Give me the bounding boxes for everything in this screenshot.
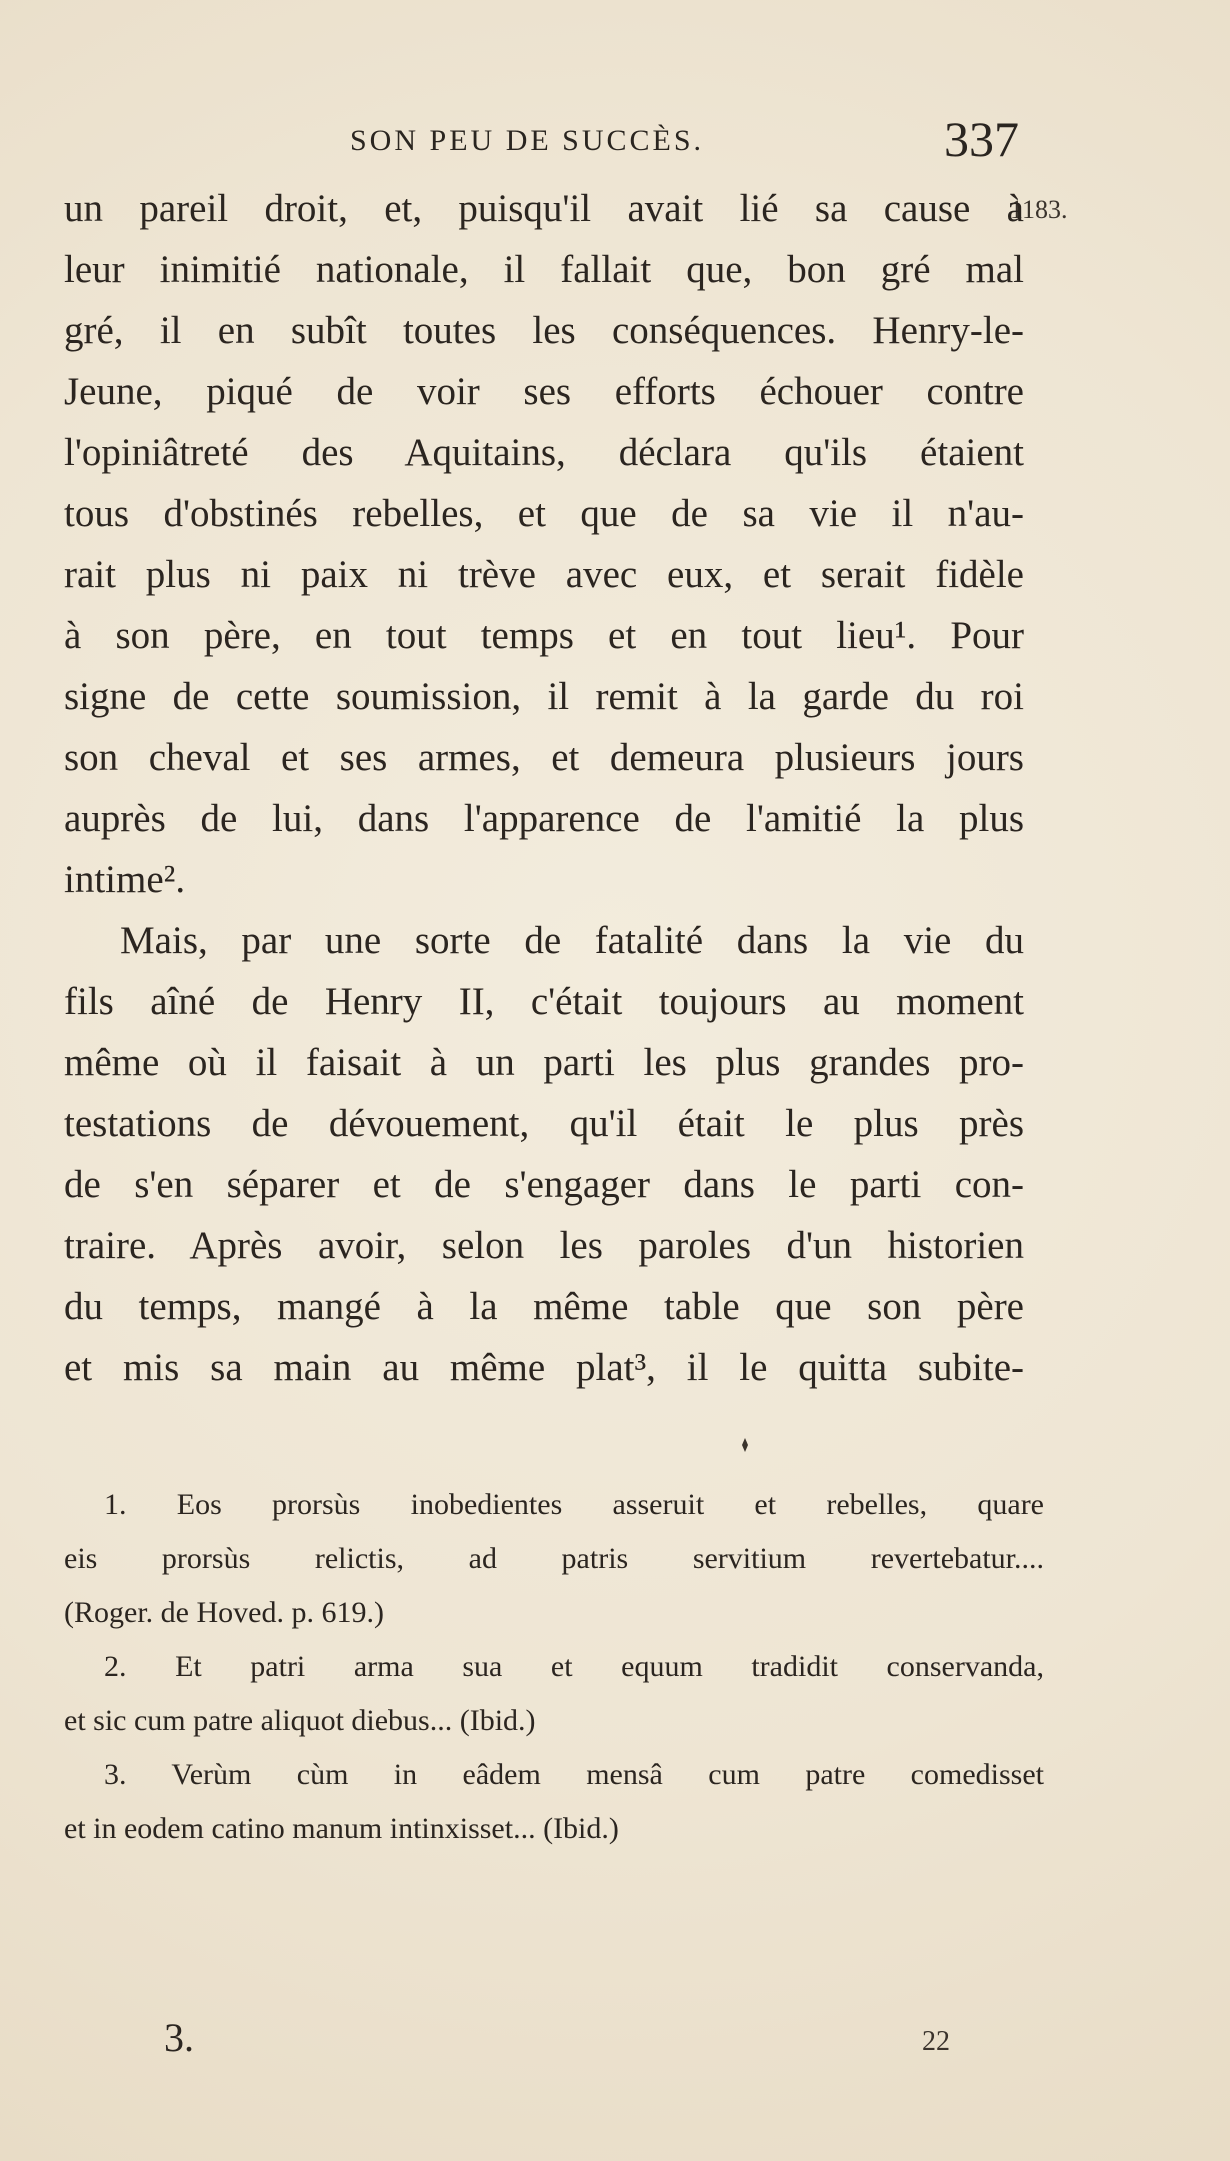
footnotes: [64, 1478, 1044, 1856]
text-line: traire. Après avoir, selon les paroles d'un historien: [64, 1224, 1024, 1267]
text-line: tous d'obstinés rebelles, et que de sa vie il n'au-: [64, 492, 1024, 535]
printer-signature: [0, 2014, 1230, 2074]
page-header: [0, 110, 1230, 180]
footnote-line: et in eodem catino manum intinxisset... (Ibid.): [64, 1812, 619, 1845]
page-number: 337: [944, 111, 1019, 167]
main-text: [64, 178, 1024, 1398]
text-line: du temps, mangé à la même table que son père: [64, 1285, 1024, 1328]
ornament-icon: [740, 1437, 750, 1453]
text-line: gré, il en subît toutes les conséquences. Henry-le-: [64, 309, 1024, 352]
signature-volume: 3.: [164, 2015, 194, 2060]
footnote-line: 3. Verùm cùm in eâdem mensâ cum patre comedisset: [104, 1758, 1044, 1791]
footnote-line: eis prorsùs relictis, ad patris servitium revertebatur....: [64, 1542, 1044, 1575]
text-line: signe de cette soumission, il remit à la garde du roi: [64, 675, 1024, 718]
text-line: leur inimitié nationale, il fallait que, bon gré mal: [64, 248, 1024, 291]
text-line: l'opiniâtreté des Aquitains, déclara qu'ils étaient: [64, 431, 1024, 474]
running-head: SON PEU DE SUCCÈS.: [350, 124, 705, 157]
footnote-line: (Roger. de Hoved. p. 619.): [64, 1596, 384, 1629]
text-line: son cheval et ses armes, et demeura plusieurs jours: [64, 736, 1024, 779]
footnote-line: 1. Eos prorsùs inobedientes asseruit et rebelles, quare: [104, 1488, 1044, 1521]
footnote-mark-ornament: [740, 1437, 750, 1453]
text-line: rait plus ni paix ni trève avec eux, et serait fidèle: [64, 553, 1024, 596]
text-line: testations de dévouement, qu'il était le plus près: [64, 1102, 1024, 1145]
text-line: Mais, par une sorte de fatalité dans la vie du: [120, 919, 1024, 962]
text-line: à son père, en tout temps et en tout lieu¹. Pour: [64, 614, 1024, 657]
text-line: auprès de lui, dans l'apparence de l'amitié la plus: [64, 797, 1024, 840]
text-line: de s'en séparer et de s'engager dans le parti con-: [64, 1163, 1024, 1206]
text-line: même où il faisait à un parti les plus grandes pro-: [64, 1041, 1024, 1084]
margin-year-note: 1183.: [1010, 195, 1068, 224]
text-line: et mis sa main au même plat³, il le quitta subite-: [64, 1346, 1024, 1389]
signature-gathering: 22: [922, 2026, 950, 2057]
text-line: un pareil droit, et, puisqu'il avait lié sa cause à: [64, 187, 1024, 230]
footnote-line: 2. Et patri arma sua et equum tradidit conservanda,: [104, 1650, 1044, 1683]
text-line: Jeune, piqué de voir ses efforts échouer contre: [64, 370, 1024, 413]
text-line: fils aîné de Henry II, c'était toujours au moment: [64, 980, 1024, 1023]
footnote-line: et sic cum patre aliquot diebus... (Ibid.): [64, 1704, 536, 1737]
text-line: intime².: [64, 858, 186, 901]
